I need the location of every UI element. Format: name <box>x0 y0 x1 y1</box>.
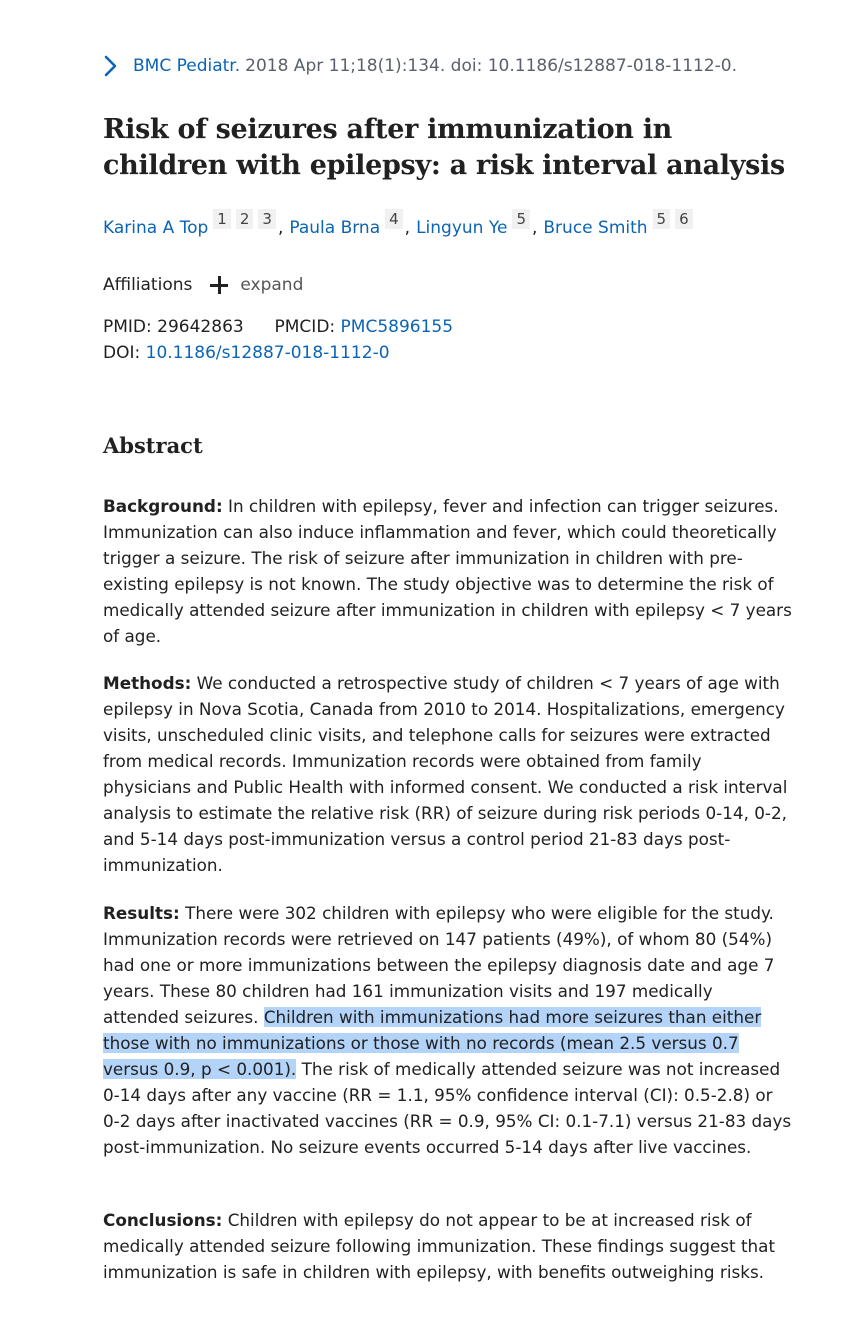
author-separator: , <box>531 218 538 238</box>
affiliation-ref[interactable]: 5 <box>653 209 671 229</box>
abstract-heading: Abstract <box>103 433 203 458</box>
id-row-doi <box>103 340 453 366</box>
results-text-before: There were 302 children with epilepsy who were eligible for the study. Immunization records were retrieved on 147 patients (49%), of whom 80 (54%) had one or more immunizations between the epilepsy diagnosis date and age 7 years. These 80 children had 161 immunization visits and 197 medically attended seizures. <box>103 903 775 1027</box>
id-row-pmid <box>103 314 453 340</box>
doi-label: DOI: <box>103 343 141 363</box>
affiliation-ref[interactable]: 1 <box>213 209 231 229</box>
author-link[interactable]: Paula Brna <box>289 218 381 238</box>
pmcid-label: PMCID: <box>274 317 336 337</box>
affiliation-ref[interactable]: 3 <box>258 209 276 229</box>
author-separator: , <box>277 218 284 238</box>
abstract-methods <box>103 670 793 878</box>
journal-link[interactable]: BMC Pediatr. <box>133 56 241 76</box>
conclusions-label: Conclusions: <box>103 1210 223 1230</box>
affiliation-ref[interactable]: 4 <box>385 209 403 229</box>
chevron-right-icon[interactable] <box>103 54 123 78</box>
background-text: In children with epilepsy, fever and infection can trigger seizures. Immunization can also induce inflammation and fever, which could theoretically trigger a seizure. The risk of seizure after immunization in children with pre-existing epilepsy is not known. The study objective was to determine the risk of medically attended seizure after immunization in children with epilepsy < 7 years of age. <box>103 496 792 646</box>
citation-line <box>103 54 737 78</box>
results-text-after: The risk of medically attended seizure was not increased 0-14 days after any vaccine (RR = 1.1, 95% confidence interval (CI): 0.5-2.8) or 0-2 days after inactivated vaccines (RR = 0.9, 95% CI: 0.1-7.1) versus 21-83 days post-immunization. No seizure events occurred 5-14 days after live vaccines. <box>103 1059 792 1157</box>
affiliations-toggle[interactable] <box>103 272 303 298</box>
article-title: Risk of seizures after immunization in children with epilepsy: a risk interval analysis <box>103 114 785 181</box>
author-list <box>103 207 695 239</box>
doi-link[interactable]: 10.1186/s12887-018-1112-0 <box>145 343 390 363</box>
pmid-label: PMID: <box>103 317 152 337</box>
pmcid-link[interactable]: PMC5896155 <box>340 317 454 337</box>
citation-details: 2018 Apr 11;18(1):134. doi: 10.1186/s12887-018-1112-0. <box>245 56 738 76</box>
pmid-value: 29642863 <box>157 317 244 337</box>
author-link[interactable]: Lingyun Ye <box>416 218 508 238</box>
abstract-conclusions <box>103 1207 793 1285</box>
conclusions-text: Children with epilepsy do not appear to be at increased risk of medically attended seizure following immunization. These findings suggest that immunization is safe in children with epilepsy, with benefits outweighing risks. <box>103 1210 776 1282</box>
affiliation-ref[interactable]: 6 <box>675 209 693 229</box>
plus-icon[interactable] <box>208 274 230 296</box>
affiliations-label: Affiliations <box>103 275 193 295</box>
methods-text: We conducted a retrospective study of children < 7 years of age with epilepsy in Nova Scotia, Canada from 2010 to 2014. Hospitalizations, emergency visits, unscheduled clinic visits, and telephone calls for seizures were extracted from medical records. Immunization records were obtained from family physicians and Public Health with informed consent. We conducted a risk interval analysis to estimate the relative risk (RR) of seizure during risk periods 0-14, 0-2, and 5-14 days post-immunization versus a control period 21-83 days post-immunization. <box>103 673 788 875</box>
results-label: Results: <box>103 903 180 923</box>
author-link[interactable]: Bruce Smith <box>543 218 648 238</box>
affiliation-ref[interactable]: 5 <box>512 209 530 229</box>
identifiers <box>103 314 453 366</box>
abstract-background <box>103 493 793 649</box>
expand-link[interactable]: expand <box>240 275 304 295</box>
author-separator: , <box>404 218 411 238</box>
affiliation-ref[interactable]: 2 <box>236 209 254 229</box>
selected-text-highlight[interactable]: Children with immunizations had more seizures than either those with no immunizations or those with no records (mean 2.5 versus 0.7 versus 0.9, p < 0.001). <box>103 1007 762 1079</box>
methods-label: Methods: <box>103 673 192 693</box>
author-link[interactable]: Karina A Top <box>103 218 209 238</box>
background-label: Background: <box>103 496 223 516</box>
abstract-results <box>103 900 793 1160</box>
